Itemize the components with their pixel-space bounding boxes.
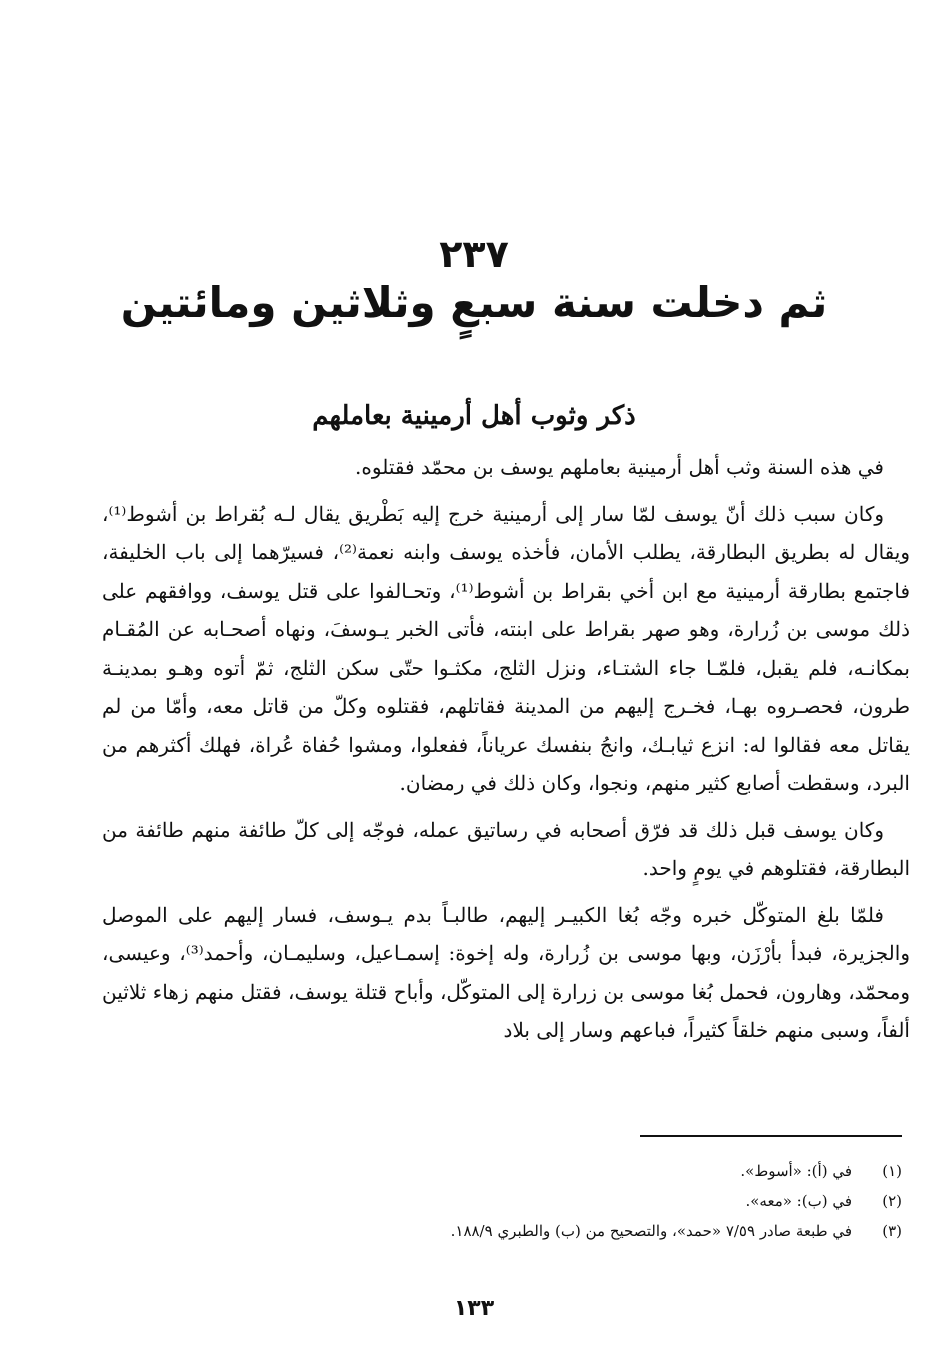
- footnote: [82, 1156, 902, 1186]
- footnote-number: (٢): [882, 1192, 902, 1210]
- footnote: [82, 1216, 902, 1246]
- paragraph: وكان سبب ذلك أنّ يوسف لمّا سار إلى أرمينية خرج إليه بَطْريق يقال لـه بُقراط بن أشوط⁽¹⁾، ويقال له بطريق البطارقة، يطلب الأمان، فأخذه يوسف وابنه نعمة⁽²⁾، فسيرّهما إلى باب الخليفة، فاجتمع بطارقة أرمينية مع ابن أخي بقراط بن أشوط⁽¹⁾، وتحـالفوا على قتل يوسف، ووافقهم على ذلك موسى بن زُرارة، وهو صهر بقراط على ابنته، فأتى الخبر يـوسفَ، ونهاه أصحـابه عن المُقـام بمكانـه، فلم يقبل، فلمّـا جاء الشتـاء، ونزل الثلج، مكثـوا حتّى سكن الثلج، ثمّ أتوه وهـو بمدينـة طرون، فحصـروه بهـا، فخـرج إليهم من المدينة فقاتلهم، فقتلوه وكلّ من قاتل معه، وأمّا من لم يقاتل معه فقالوا له: انزع ثيابـك، وانجُ بنفسك عرياناً، ففعلوا، ومشوا حُفاة عُراة، فهلك أكثرهم من البرد، وسقطت أصابع كثير منهم، ونجوا، وكان ذلك في رمضان.: [102, 501, 911, 795]
- paragraph: وكان يوسف قبل ذلك قد فرّق أصحابه في رساتيق عمله، فوجّه إلى كلّ طائفة منهم طائفة من البطارقة، فقتلوهم في يومٍ واحد.: [102, 817, 910, 880]
- footnote-text: في طبعة صادر ٧/٥٩ «حمد»، والتصحيح من (ب) والطبري ١٨٨/٩.: [450, 1222, 852, 1240]
- section-heading: ذكر وثوب أهل أرمينية بعاملهم: [312, 401, 636, 431]
- footnote-text: في (أ): «أسوط».: [740, 1162, 852, 1180]
- footnote: [82, 1186, 902, 1216]
- paragraph: فلمّا بلغ المتوكّل خبره وجّه بُغا الكبيـر إليهم، طالبـاً بدم يـوسف، فسار إليهم على الموصل والجزيرة، فبدأ بأرْزَن، وبها موسى بن زُرارة، وله إخوة: إسمـاعيل، وسليمـان، وأحمد⁽³⁾، وعيسى، ومحمّد، وهارون، فحمل بُغا موسى بن زرارة إلى المتوكّل، وأباح قتلة يوسف، فقتل منهم زهاء ثلاثين ألفاً، وسبى منهم خلقاً كثيراً، فباعهم وسار إلى بلاد: [102, 902, 911, 1042]
- footnote-divider: [640, 1135, 902, 1137]
- year-number: ٢٣٧: [439, 232, 509, 276]
- footnote-text: في (ب): «معه».: [745, 1192, 852, 1210]
- page-number: ١٣٣: [453, 1296, 495, 1321]
- footnote-number: (٣): [882, 1222, 902, 1240]
- body-text: [102, 448, 910, 1058]
- year-title: ثم دخلت سنة سبعٍ وثلاثين ومائتين: [120, 278, 828, 327]
- footnotes: [82, 1156, 902, 1246]
- paragraph: في هذه السنة وثب أهل أرمينية بعاملهم يوسف بن محمّد فقتلوه.: [355, 455, 884, 479]
- footnote-number: (١): [882, 1162, 902, 1180]
